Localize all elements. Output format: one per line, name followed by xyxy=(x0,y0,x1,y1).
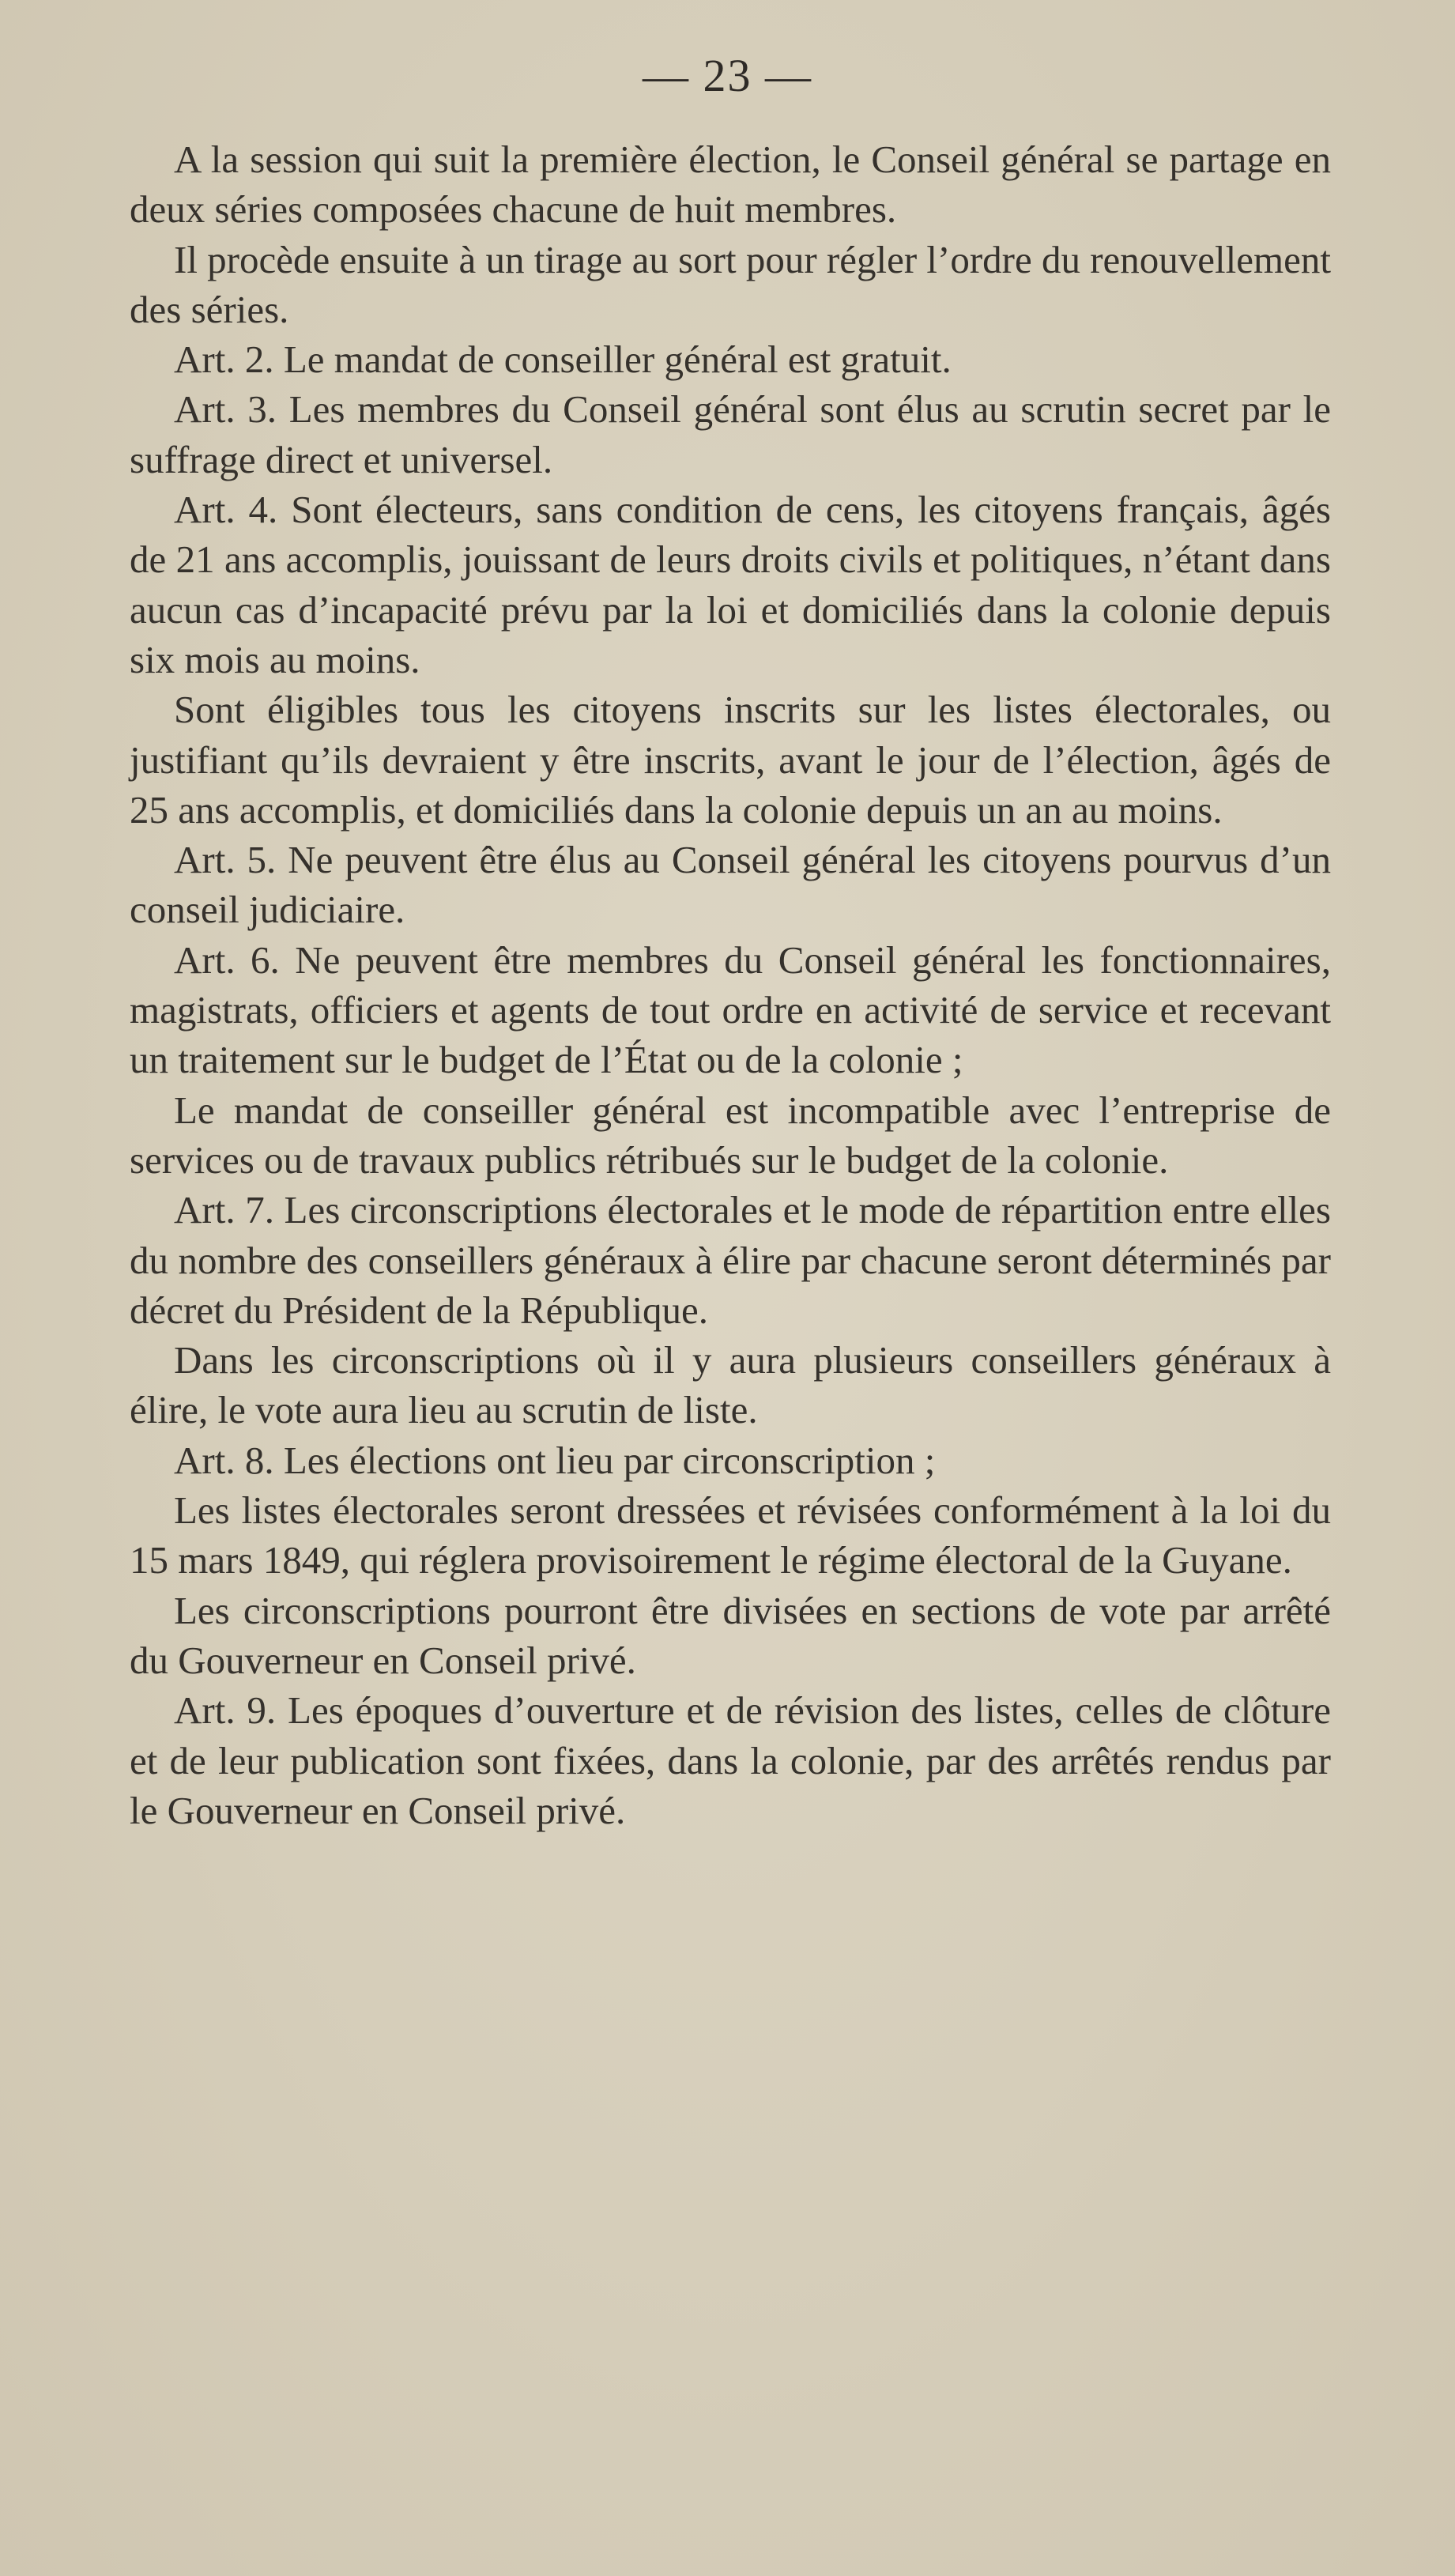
body-text xyxy=(130,134,1331,1835)
paragraph: A la session qui suit la première élection, le Conseil général se partage en deux séries composées chacune de huit membres. xyxy=(130,138,1331,232)
article-2: Art. 2. Le mandat de conseiller général est gratuit. xyxy=(174,338,952,382)
paragraph: Le mandat de conseiller général est incompatible avec l’entreprise de services ou de travaux publics rétribués sur le budget de la colonie. xyxy=(130,1088,1331,1182)
article-3: Art. 3. Les membres du Conseil général sont élus au scrutin secret par le suffrage direct et universel. xyxy=(130,387,1331,481)
article-5: Art. 5. Ne peuvent être élus au Conseil général les citoyens pourvus d’un conseil judiciaire. xyxy=(130,838,1331,932)
article-9: Art. 9. Les époques d’ouverture et de révision des listes, celles de clôture et de leur publication sont fixées, dans la colonie, par des arrêtés rendus par le Gouverneur en Conseil privé. xyxy=(130,1688,1331,1832)
paragraph: Dans les circonscriptions où il y aura plusieurs conseillers généraux à élire, le vote aura lieu au scrutin de liste. xyxy=(130,1338,1331,1432)
paragraph: Sont éligibles tous les citoyens inscrits sur les listes électorales, ou justifiant qu’ils devraient y être inscrits, avant le jour de l’élection, âgés de 25 ans accomplis, et domiciliés dans la colonie depuis un an au moins. xyxy=(130,688,1331,832)
article-7: Art. 7. Les circonscriptions électorales et le mode de répartition entre elles du nombre des conseillers généraux à élire par chacune seront déterminés par décret du Président de la République. xyxy=(130,1188,1331,1332)
paragraph: Il procède ensuite à un tirage au sort pour régler l’ordre du renouvellement des séries. xyxy=(130,237,1331,331)
article-6: Art. 6. Ne peuvent être membres du Conseil général les fonctionnaires, magistrats, officiers et agents de tout ordre en activité de service et recevant un traitement sur le budget de l’État ou de la colonie ; xyxy=(130,937,1331,1082)
paragraph: Les listes électorales seront dressées et révisées conformément à la loi du 15 mars 1849, qui réglera provisoirement le régime électoral de la Guyane. xyxy=(130,1488,1331,1582)
page-number: — 23 — xyxy=(643,50,812,101)
article-8: Art. 8. Les élections ont lieu par circonscription ; xyxy=(174,1438,936,1482)
paragraph: Les circonscriptions pourront être divisées en sections de vote par arrêté du Gouverneur en Conseil privé. xyxy=(130,1588,1331,1682)
article-4: Art. 4. Sont électeurs, sans condition de cens, les citoyens français, âgés de 21 ans accomplis, jouissant de leurs droits civils et politiques, n’étant dans aucun cas d’incapacité prévu par la loi et domiciliés dans la colonie depuis six mois au moins. xyxy=(130,488,1331,681)
